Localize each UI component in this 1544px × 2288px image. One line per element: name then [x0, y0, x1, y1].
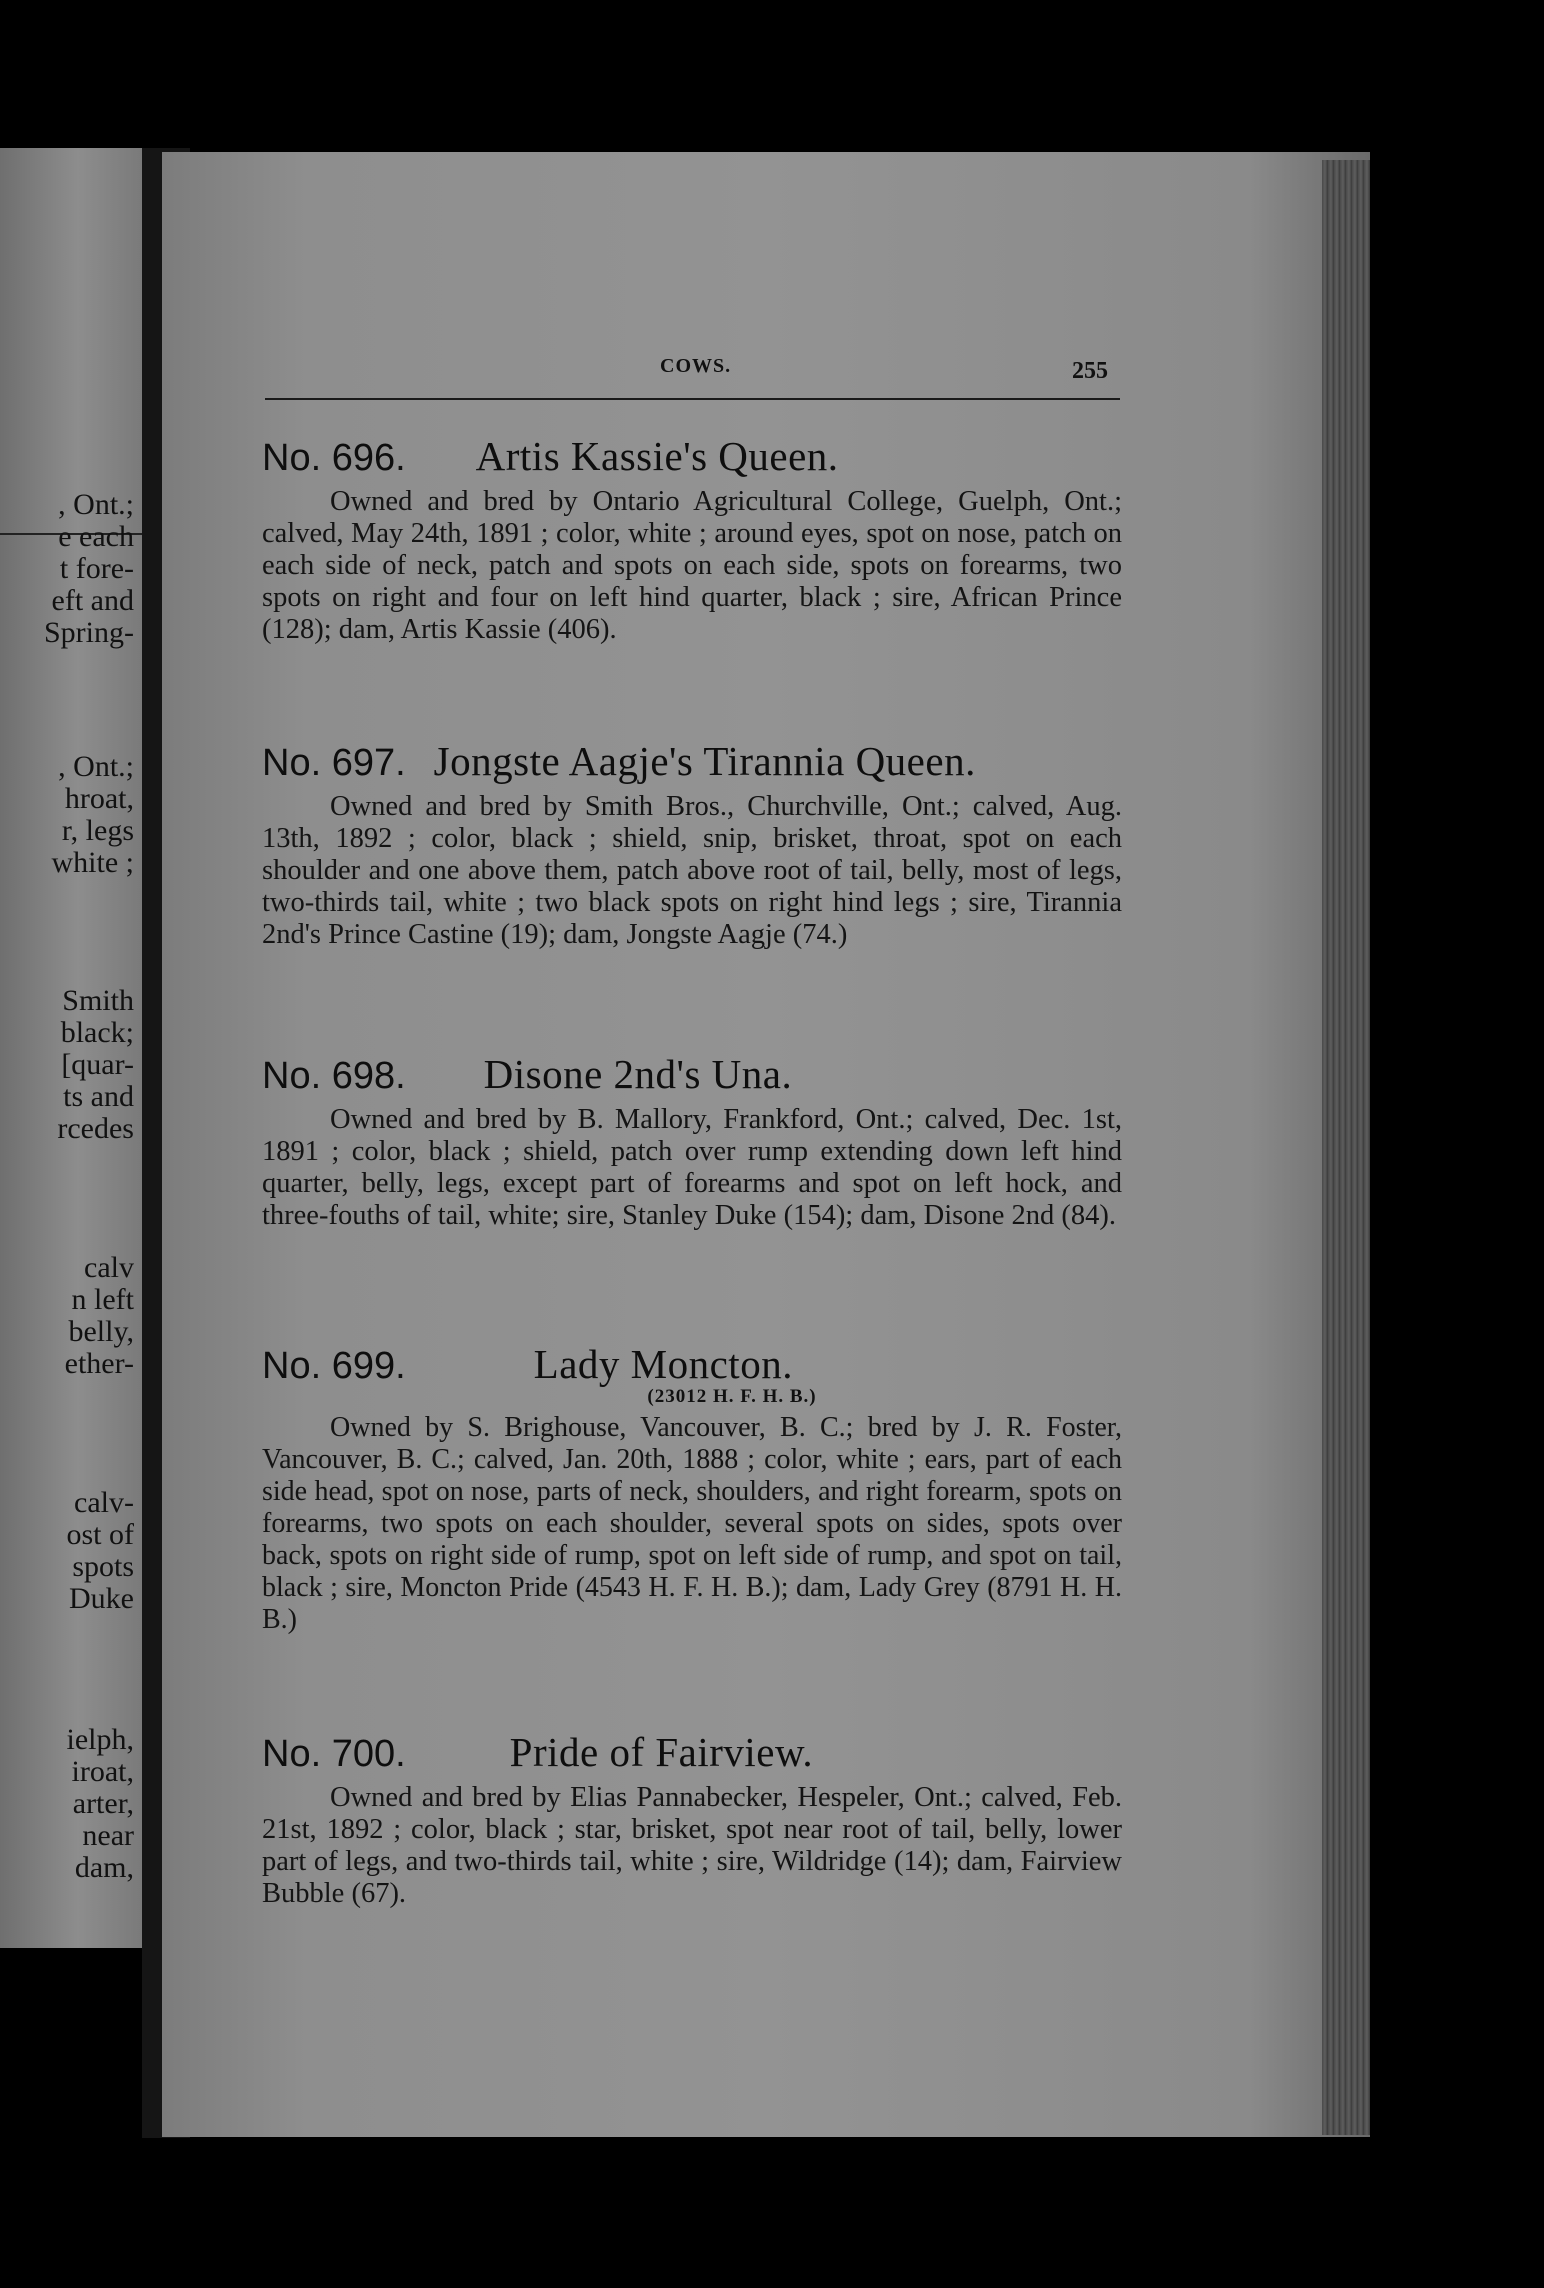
entry-heading: [262, 432, 1122, 478]
left-page-line: ts and: [63, 1080, 134, 1113]
entry-description: Owned and bred by Smith Bros., Churchville, Ont.; calved, Aug. 13th, 1892 ; color, black ; shield, snip, brisket, throat, spot on each shoulder and one above them, patch above root of tail, belly, most of legs, two-thirds tail, white ; two black spots on right hind legs ; sire, Tirannia 2nd's Prince Castine (19); dam, Jongste Aagje (74.): [262, 791, 1122, 950]
left-page-line: t fore-: [59, 552, 134, 585]
left-page-line: r, legs: [61, 814, 134, 847]
entry-698: [262, 1050, 1122, 1232]
left-page-line: ether-: [64, 1347, 134, 1380]
entry-699: [262, 1340, 1122, 1636]
left-page-line: Smith: [62, 984, 134, 1017]
left-page-line: rcedes: [57, 1112, 134, 1145]
entry-name: Jongste Aagje's Tirannia Queen.: [433, 738, 976, 784]
left-page-line: n left: [71, 1283, 134, 1316]
entry-heading: [262, 1050, 1122, 1096]
left-page-line: e each: [58, 520, 134, 553]
entry-description: Owned and bred by Ontario Agricultural College, Guelph, Ont.; calved, May 24th, 1891 ; color, white ; around eyes, spot on nose, patch on each side of neck, patch and spots on each side, spots on forearms, two spots on right and four on left hind quarter, black ; sire, African Prince (128); dam, Artis Kassie (406).: [262, 486, 1122, 645]
running-head: COWS.: [660, 355, 732, 377]
entry-number: No. 698.: [262, 1055, 406, 1097]
entry-number: No. 697.: [262, 742, 406, 784]
header-rule: [265, 398, 1120, 400]
entry-description: Owned by S. Brighouse, Vancouver, B. C.; bred by J. R. Foster, Vancouver, B. C.; calved, Jan. 20th, 1888 ; color, white ; ears, part of each side head, spot on nose, parts of neck, shoulders, and right forearm, spots on forearms, two spots on each shoulder, several spots on sides, spots over back, spots on right side of rump, spot on left side of rump, and spot on tail, black ; sire, Moncton Pride (4543 H. F. H. B.); dam, Lady Grey (8791 H. H. B.): [262, 1412, 1122, 1635]
page-number: 255: [1072, 358, 1108, 384]
entry-name: Disone 2nd's Una.: [483, 1051, 793, 1097]
page-edges: [1322, 160, 1370, 2135]
entry-number: No. 699.: [262, 1345, 406, 1387]
entry-heading: [262, 737, 1122, 783]
left-page-line: white ;: [51, 846, 134, 879]
left-page-line: spots: [72, 1550, 134, 1583]
entry-name: Artis Kassie's Queen.: [475, 433, 839, 479]
left-page-line: arter,: [72, 1787, 134, 1820]
entry-herdbook-number: (23012 H. F. H. B.): [647, 1386, 817, 1407]
left-facing-page: [0, 148, 142, 1948]
left-page-line: ost of: [66, 1518, 134, 1551]
entry-name: Pride of Fairview.: [509, 1729, 814, 1775]
left-page-line: belly,: [68, 1315, 134, 1348]
entry-700: [262, 1728, 1122, 1910]
left-page-line: hroat,: [64, 782, 134, 815]
left-page-line: calv-: [74, 1486, 134, 1519]
entry-number: No. 700.: [262, 1733, 406, 1775]
entry-heading: [262, 1728, 1122, 1774]
entry-696: [262, 432, 1122, 646]
left-page-line: dam,: [74, 1851, 134, 1884]
left-page-line: [quar-: [61, 1048, 134, 1081]
left-page-line: , Ont.;: [58, 750, 134, 783]
entry-description: Owned and bred by Elias Pannabecker, Hespeler, Ont.; calved, Feb. 21st, 1892 ; color, black ; star, brisket, spot near root of tail, belly, lower part of legs, and two-thirds tail, white ; sire, Wildridge (14); dam, Fairview Bubble (67).: [262, 1782, 1122, 1909]
entry-heading: [262, 1340, 1122, 1386]
entry-697: [262, 737, 1122, 951]
left-page-line: Spring-: [44, 616, 134, 649]
left-page-line: Duke: [69, 1582, 134, 1615]
left-page-line: near: [82, 1819, 134, 1852]
left-page-line: eft and: [51, 584, 134, 617]
left-page-line: iroat,: [71, 1755, 134, 1788]
left-page-line: , Ont.;: [58, 488, 134, 521]
entry-description: Owned and bred by B. Mallory, Frankford, Ont.; calved, Dec. 1st, 1891 ; color, black ; shield, patch over rump extending down left hind quarter, belly, legs, except part of forearms and spot on left hock, and three-fouths of tail, white; sire, Stanley Duke (154); dam, Disone 2nd (84).: [262, 1104, 1122, 1231]
left-page-line: black;: [60, 1016, 134, 1049]
entry-name: Lady Moncton.: [533, 1341, 793, 1387]
left-page-line: calv: [84, 1251, 134, 1284]
entry-number: No. 696.: [262, 437, 406, 479]
left-page-line: ielph,: [66, 1723, 134, 1756]
